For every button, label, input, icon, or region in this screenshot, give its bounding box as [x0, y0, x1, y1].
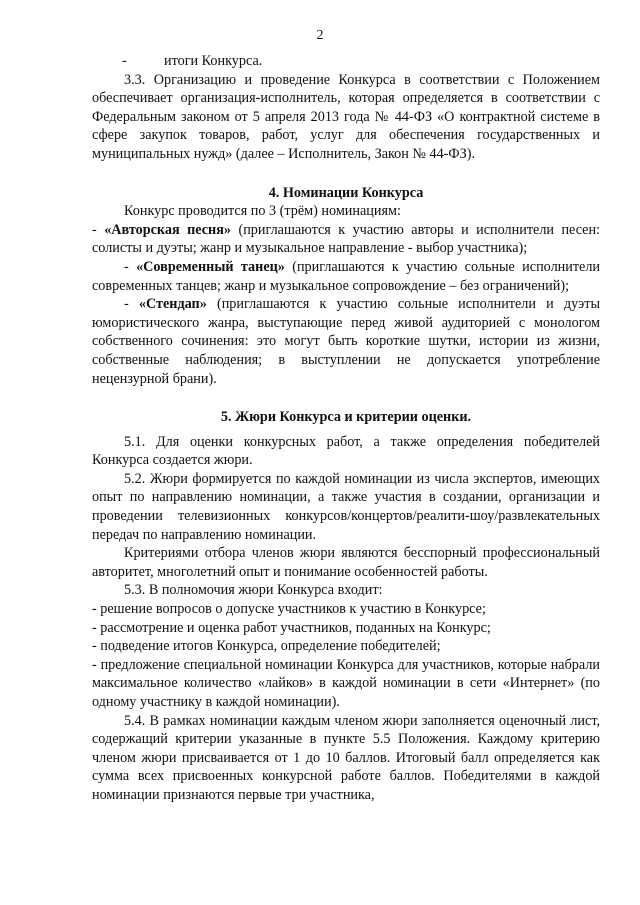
document-body [92, 52, 600, 805]
nomination-description: (приглашаются к участию сольные исполнители и дуэты юмористического жанра, выступающие перед живой аудиторией с монологом собственного сочинения: это могут быть короткие шутки, истории из жизни, собственные наблюдения; в выступлении не допускается употребление нецензурной брани). [92, 296, 600, 387]
nomination-dash: - [92, 221, 105, 238]
jury-power-item: - подведение итогов Конкурса, определение победителей; [92, 638, 441, 655]
nomination-author-song [92, 221, 600, 258]
section-4-lead: Конкурс проводится по 3 (трём) номинациям: [124, 203, 401, 220]
section-4-title: 4. Номинации Конкурса [268, 184, 424, 201]
paragraph-5-4: 5.4. В рамках номинации каждым членом жюри заполняется оценочный лист, содержащий критерии указанные в пункте 5.5 Положения. Каждому критерию членом жюри присваивается от 1 до 10 баллов. Итоговый балл определяется как сумма всех присвоенных конкурсной работе баллов. Победителями в каждой номинации признаются первые три участника, [92, 712, 600, 803]
nomination-dash: - [124, 258, 137, 275]
page-number: 2 [316, 28, 324, 43]
section-5-title: 5. Жюри Конкурса и критерии оценки. [220, 409, 472, 426]
nomination-description: (приглашаются к участию авторы и исполнители песен: солисты и дуэты; жанр и музыкальное направление - выбор участника); [92, 221, 600, 257]
nomination-name: «Стендап» [138, 296, 207, 313]
paragraph-5-1: 5.1. Для оценки конкурсных работ, а также определения победителей Конкурса создается жюри. [92, 433, 600, 469]
paragraph-jury-criteria: Критериями отбора членов жюри являются бесспорный профессиональный авторитет, многолетний опыт и понимание особенностей работы. [92, 545, 600, 580]
nomination-dash: - [124, 296, 139, 313]
nomination-modern-dance [92, 258, 600, 295]
paragraph-5-2: 5.2. Жюри формируется по каждой номинации из числа экспертов, имеющих опыт по направлению номинации, а также участия в создании, организации и проведении телевизионных конкурсов/концертов/реалити-шоу/развлекательных передач по направлению номинации. [92, 470, 600, 543]
paragraph-3-3: 3.3. Организацию и проведение Конкурса в соответствии с Положением обеспечивает организация-исполнитель, которая определяется в соответствии с Федеральным законом от 5 апреля 2013 года № 44-ФЗ «О контрактной системе в сфере закупок товаров, работ, услуг для обеспечения государственных и муниципальных нужд» (далее – Исполнитель, Закон № 44-ФЗ). [92, 71, 600, 162]
jury-power-item: - решение вопросов о допуске участников к участию в Конкурсе; [92, 601, 486, 618]
nomination-name: «Современный танец» [136, 258, 285, 275]
bullet-dash: - [122, 53, 127, 69]
nomination-standup [92, 295, 600, 388]
jury-power-item: - рассмотрение и оценка работ участников, поданных на Конкурс; [92, 619, 491, 636]
results-bullet [92, 52, 600, 71]
jury-power-item: - предложение специальной номинации Конкурса для участников, которые набрали максимальное количество «лайков» в каждой номинации в сети «Интернет» (по одному участнику в каждой номинации). [92, 656, 600, 710]
paragraph-5-3: 5.3. В полномочия жюри Конкурса входит: [124, 582, 383, 599]
bullet-text: итоги Конкурса. [164, 53, 263, 69]
nomination-description: (приглашаются к участию сольные исполнители современных танцев; жанр и музыкальное сопровождение – без ограничений); [92, 258, 601, 294]
nomination-name: «Авторская песня» [104, 221, 231, 238]
